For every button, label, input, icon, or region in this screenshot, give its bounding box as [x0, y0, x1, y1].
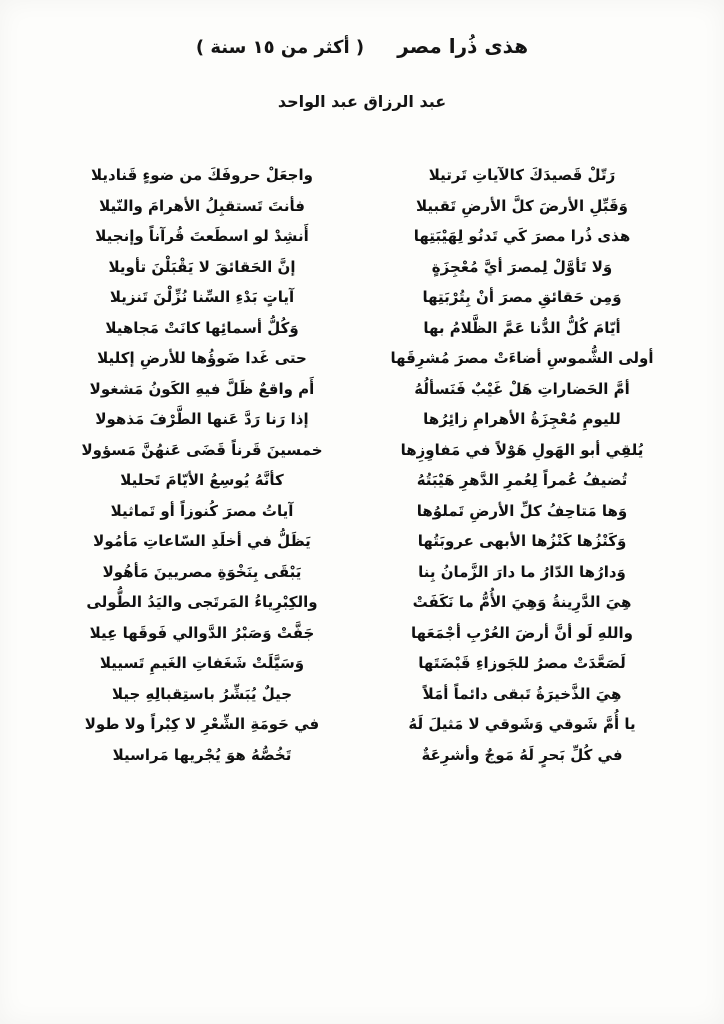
- hemistich-right: لليومِ مُعْجِزَةُ الأهرامِ زائِرُها: [423, 410, 621, 428]
- hemistich-left: والكِبْرِياءُ المَرتَجى واليَدُ الطُّولى: [86, 593, 318, 611]
- hemistich-right: هذى ذُرا مصرَ كَي تَدنُو لِهَيْبَتِها: [413, 227, 631, 245]
- hemistich-right: وَقَبِّلِ الأرضَ كلَّ الأرضِ تَقبيلا: [416, 196, 628, 215]
- poem-body: [0, 160, 724, 770]
- hemistich-left: إنَّ الحَقائقَ لا يَقْبَلْنَ تأويلا: [108, 257, 296, 276]
- hemistich-right: وَلا تَأوَّلْ لِمصرَ أيَّ مُعْجِزَةٍ: [431, 257, 613, 276]
- verse-line: [0, 313, 724, 344]
- hemistich-left: حتى غَدا ضَوؤُها للأرضِ إكليلا: [97, 349, 307, 367]
- hemistich-right: تُضيفُ عُمراً لِعُمرِ الدَّهرِ هَيْبَتُهُ: [416, 471, 628, 489]
- verse-line: [0, 343, 724, 374]
- title-parenthetical: ( أكثر من ١٥ سنة ): [195, 37, 365, 58]
- hemistich-left: خمسينَ قَرناً قَضَى عَنهُنَّ مَسؤولا: [81, 440, 323, 459]
- hemistich-right: رَتّلْ قَصيدَكَ كالآياتِ تَرتيلا: [428, 166, 616, 184]
- hemistich-right: في كُلِّ بَحرٍ لَهُ مَوجٌ وأشرِعَةٌ: [421, 745, 623, 764]
- hemistich-left: وَسَيَّلَتْ شَغَفاتِ الغَيمِ تَسييلا: [99, 654, 305, 672]
- hemistich-left: جيلٌ يُبَشِّرُ باستِقبالِهِ جيلا: [111, 684, 293, 703]
- hemistich-right: وَمِن حَقائقِ مصرَ أنْ بِتُرْبَتِها: [422, 288, 622, 306]
- hemistich-left: آياتٍ بَدْءِ السِّنا نُزِّلْنَ تَنزيلا: [109, 288, 295, 306]
- hemistich-right: يا أُمَّ شَوقي وَشَوقي لا مَثيلَ لَهُ: [408, 715, 636, 733]
- hemistich-left: يَظَلُّ في أخلَدِ السّاعاتِ مَأمُولا: [93, 532, 311, 550]
- hemistich-left: يَبْقَى بِنَخْوَةِ مصريينَ مَأهُولا: [102, 562, 302, 581]
- verse-line: [0, 557, 724, 588]
- hemistich-right: وَكَنْزُها كَنْزُها الأبهى عروبَتُها: [417, 532, 627, 550]
- hemistich-right: وَدارُها الدّارُ ما دارَ الزَّمانُ بِنا: [418, 562, 626, 581]
- hemistich-right: واللهِ لَو أنَّ أرضَ العُرْبِ أجْمَعَها: [410, 623, 634, 642]
- hemistich-left: تَخُصُّهُ هوَ يُجْريها مَراسيلا: [112, 745, 292, 764]
- page-title: هذى ذُرا مصر: [397, 34, 529, 58]
- hemistich-right: وَها مَتاحِفُ كلِّ الأرضِ تَملوُها: [416, 501, 628, 520]
- hemistich-left: أَنشِدْ لو اسطَعتَ قُرآناً وإنجيلا: [95, 227, 309, 245]
- document-title-row: [0, 34, 724, 58]
- verse-line: [0, 221, 724, 252]
- hemistich-left: فأنتَ تَستقبِلُ الأهرامَ والنّيلا: [99, 196, 305, 215]
- hemistich-right: لَصَعَّدَتْ مصرُ للجَوزاءِ قَبْضَتَها: [418, 654, 626, 672]
- hemistich-right: أيّامَ كُلُّ الدُّنا عَمَّ الظَّلامُ بها: [423, 318, 621, 337]
- hemistich-left: أَم واقعٌ ظَلَّ فيهِ الكَونُ مَشغولا: [89, 379, 315, 398]
- hemistich-right: يُلقِي أبو الهَولِ هَوْلاً في مَفاوِزِها: [400, 440, 644, 459]
- hemistich-right: هِيَ الذَّخيرَةُ تَبقى دائماً أمَلاً: [422, 684, 622, 703]
- hemistich-left: وَكُلُّ أسمائِها كانَتْ مَجاهيلا: [105, 318, 299, 337]
- verse-line: [0, 160, 724, 191]
- verse-line: [0, 679, 724, 710]
- verse-line: [0, 374, 724, 405]
- verse-line: [0, 648, 724, 679]
- hemistich-left: واجعَلْ حروفَكَ من ضوءٍ قَناديلا: [91, 166, 313, 184]
- verse-line: [0, 282, 724, 313]
- verse-line: [0, 496, 724, 527]
- verse-line: [0, 618, 724, 649]
- verse-line: [0, 191, 724, 222]
- hemistich-left: آياتُ مصرَ كُنوزاً أو تَماثيلا: [110, 501, 294, 520]
- hemistich-left: كأنَّهُ يُوسِعُ الأيّامَ تَحليلا: [120, 471, 284, 489]
- hemistich-right: هِيَ الدَّرِينةُ وَهِيَ الأُمُّ ما نَكَفَتْ: [412, 593, 632, 611]
- verse-line: [0, 435, 724, 466]
- verse-line: [0, 709, 724, 740]
- hemistich-left: إذا رَنا رَدَّ عَنها الطَّرْفَ مَذهولا: [95, 410, 309, 428]
- verse-line: [0, 587, 724, 618]
- hemistich-left: جَفَّتْ وَصَبْرُ الدَّوالي فَوقَها عِيلا: [89, 623, 315, 642]
- hemistich-right: أمَّ الحَضاراتِ هَلْ غَيْبٌ فَنَسألُهُ: [414, 379, 630, 398]
- hemistich-right: أولى الشُّموسِ أضاءَتْ مصرَ مُشرِقَها: [390, 349, 654, 367]
- verse-line: [0, 465, 724, 496]
- verse-line: [0, 526, 724, 557]
- author-name: عبد الرزاق عبد الواحد: [277, 92, 447, 111]
- verse-line: [0, 404, 724, 435]
- verse-line: [0, 740, 724, 771]
- verse-line: [0, 252, 724, 283]
- hemistich-left: في حَومَةِ الشِّعْرِ لا كِبْراً ولا طولا: [84, 715, 320, 733]
